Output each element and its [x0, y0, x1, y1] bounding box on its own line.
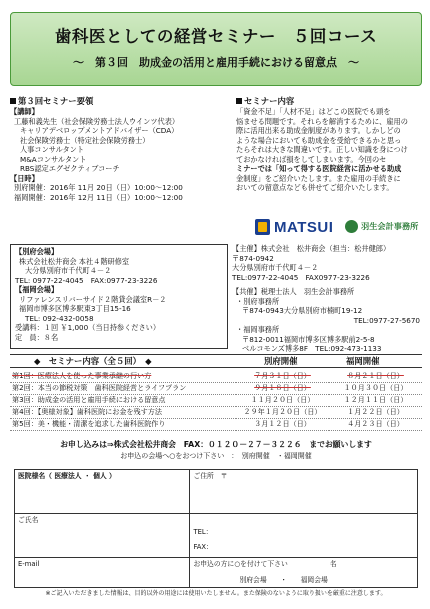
venue-line: 福岡市博多区博多駅東3丁目15-16 [19, 304, 131, 313]
cohost-beppu-label: ・別府事務所 [236, 296, 280, 306]
square-bullet-icon [10, 98, 16, 104]
capacity: 定 員：８名 [15, 332, 59, 342]
outline-heading: 第３回セミナー要領 [18, 96, 94, 106]
content-line: ような場合においても助成金を受給できるかと思っ [236, 135, 402, 145]
lecturer-label: 【講師】 [10, 107, 39, 117]
phone-fax-field[interactable] [190, 514, 418, 558]
program-table [10, 370, 422, 431]
program-date-fukuoka: ４月２３日（日） [347, 419, 404, 429]
outline-section [10, 96, 232, 202]
program-title: ◆ セミナー内容（全５回） ◆ [34, 356, 152, 366]
venue-tel-beppu: TEL: 0977-22-4045 FAX:0977-23-3226 [15, 275, 158, 285]
address-label: ご住所 〒 [193, 472, 228, 480]
square-bullet-icon [236, 98, 242, 104]
tel-label: TEL： [193, 528, 213, 536]
date-line-fukuoka: 福岡開催：2016年 12月 11日（日）10:00～12:00 [14, 192, 183, 202]
content-line: 悩ませる問題です。それらを解消するために、雇用の [236, 116, 408, 126]
attendee-field[interactable] [190, 558, 418, 588]
venue-label-fukuoka: 【福岡会場】 [15, 285, 59, 294]
cohost-fukuoka-label: ・福岡事務所 [236, 325, 280, 334]
date-label: 【日時】 [10, 173, 39, 183]
program-topic: 第2回：本当の節税対策 歯科医院経営とライフプラン [12, 383, 187, 393]
table-row [10, 394, 422, 406]
fee: 受講料：１回 ￥1,000（当日持参ください） [15, 323, 161, 332]
program-col-beppu: 別府開催 [264, 356, 298, 366]
program-col-fukuoka: 福岡開催 [346, 356, 380, 366]
table-row [10, 406, 422, 418]
cohost-fukuoka-addr: 〒812-0011福岡市博多区博多駅前2-5-8 [242, 334, 375, 344]
program-date-beppu: ７月３１日（日） [254, 371, 311, 381]
program-topic: 第1回：医療法人を使った事業承継の行い方 [12, 371, 152, 381]
content-line: おいての留意点なども併せてご紹介いたします。 [236, 183, 394, 193]
page-title: 歯科医としての経営セミナー ５回コース [54, 27, 378, 46]
host-line: 大分県別府市千代町４－２ [232, 263, 319, 272]
lecturer-line: M&Aコンサルタント [20, 154, 87, 164]
lecturer-line: キャリアデベロップメントアドバイザー（CDA） [20, 126, 179, 136]
lecturer-line: 工藤和義先生（社会保険労務士法人ウインツ代表） [14, 116, 180, 126]
email-field[interactable] [15, 558, 190, 588]
program-topic: 第3回：助成金の活用と雇用手続における留意点 [12, 395, 166, 405]
name-label: ご氏名 [18, 516, 39, 524]
count-label: お申込の方に○を付けて下さい [193, 560, 288, 568]
apply-fax: お申し込みは⇒株式会社松井商会 FAX：０１２０－２７－３２２６ までお願いします [60, 440, 372, 449]
venue-box [10, 244, 228, 349]
fax-label: FAX： [193, 542, 213, 551]
name-field[interactable] [15, 514, 190, 558]
content-line: ておかなければ損をしてしまいます。今回のセ [236, 154, 387, 164]
program-topic: 第5回：美・機能・清潔を追求した歯科医院作り [12, 419, 166, 429]
program-date-beppu: ２９年１月２０日（日） [243, 407, 322, 417]
program-date-beppu: １１月２０日（日） [250, 395, 315, 405]
matsui-mark-icon [255, 219, 270, 235]
content-line: たらそれは大きな間違いです。正しい知識を身につけ [236, 145, 408, 155]
program-date-fukuoka: １２月１１日（日） [343, 395, 408, 405]
cohost-beppu-tel: TEL:0977-27-5670 [353, 315, 420, 325]
header-banner [10, 12, 422, 86]
program-date-beppu: ９月１８日（日） [254, 383, 311, 393]
cohost-fukuoka-bldg: ベルコモンズ博多8F TEL:092-473-1133 [242, 344, 382, 353]
table-row [10, 418, 422, 430]
cohost-label: 【共催】税理士法人 羽生会計事務所 [232, 287, 355, 296]
host-section [232, 244, 424, 354]
venue-line: 大分県別府市千代町４－２ [25, 266, 112, 275]
apply-venue-choice: お申込の会場へ○をおつけ下さい ： 別府開催 ・福岡開催 [120, 452, 312, 460]
habu-mark-icon [345, 220, 358, 233]
program-topic: 第4回：【奥様対象】歯科医院にお金を残す方法 [12, 407, 162, 417]
clinic-name-label: 医院様名（ 医療法人 ・ 個人 ） [18, 472, 116, 480]
program-date-fukuoka: １０月３０日（日） [343, 383, 408, 393]
content-section [236, 96, 424, 193]
lecturer-line: 社会保険労務士（特定社会保険労務士） [20, 135, 150, 145]
clinic-name-field[interactable] [15, 470, 190, 514]
content-line: 金制度」をご紹介いたします。また雇用の手続きに [236, 173, 401, 183]
application-form [14, 469, 418, 588]
lecturer-line: RBS認定エグゼクティブコーチ [20, 164, 120, 174]
content-line: 際に活用出来る助成金制度があります。しかしどの [236, 126, 401, 136]
content-line: ミナーでは「知って得する医院経営に活かせる助成 [236, 164, 402, 174]
venue-line: リファレンスリバーサイド２階貸会議室R－２ [19, 294, 167, 304]
program-date-fukuoka: ８月２１日（日） [347, 371, 404, 381]
address-field[interactable] [190, 470, 418, 514]
lecturer-line: 人事コンサルタント [20, 145, 85, 155]
venue-tel-fukuoka: TEL: 092-432-0058 [25, 313, 94, 323]
cohost-beppu-addr: 〒874-0943大分県別府市楠町19-12 [242, 306, 363, 315]
venue-line: 株式会社松井商会 本社４階研修室 [19, 256, 130, 266]
privacy-footer: ※ご記入いただきました情報は、目的以外の用途には使用いたしません。また保険のないように取り扱いを厳重に注意します。 [45, 590, 387, 597]
program-header [10, 354, 422, 368]
table-row [10, 370, 422, 382]
content-line: 「資金不足」「人材不足」はどこの医院でも頭を [236, 107, 391, 117]
host-label: 【主催】株式会社 松井商会（担当：松井健郎） [232, 244, 391, 253]
venue-options[interactable]: 別府会場 ・ 福岡会場 [239, 575, 328, 584]
host-line: TEL:0977-22-4045 FAX0977-23-3226 [232, 272, 370, 282]
venue-label-beppu: 【別府会場】 [15, 247, 59, 256]
host-line: 〒874-0942 [232, 253, 274, 263]
program-date-fukuoka: １月２２日（日） [347, 407, 404, 417]
date-line-beppu: 別府開催：2016年 11月 20日（日）10:00～12:00 [14, 183, 183, 193]
habu-logo: 羽生会計事務所 [345, 218, 423, 237]
matsui-logo: MATSUI [255, 218, 337, 237]
content-heading: セミナー内容 [244, 96, 295, 106]
table-row [10, 382, 422, 394]
page-subtitle: ～ 第３回 助成金の活用と雇用手続における留意点 ～ [73, 55, 359, 69]
email-label: E-mail [18, 560, 40, 568]
count-unit: 名 [329, 560, 337, 568]
program-date-beppu: ３月１２日（日） [254, 419, 311, 429]
